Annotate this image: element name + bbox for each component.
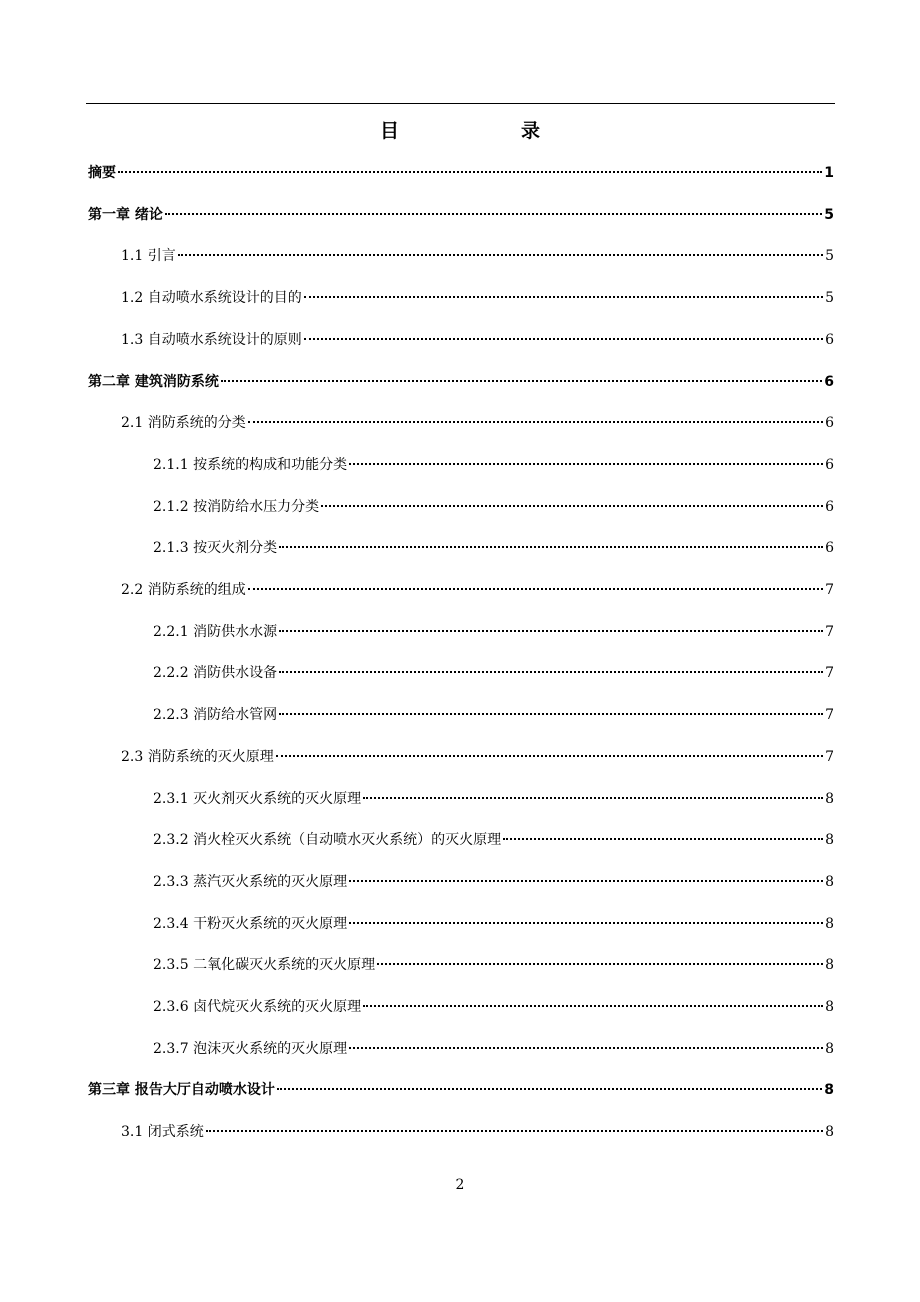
toc-entry-2-3-6[interactable] (153, 994, 834, 1020)
toc-entry-label: 第二章 建筑消防系统 (88, 373, 219, 390)
toc-entry-3-1[interactable] (121, 1119, 834, 1145)
toc-entry-page: 6 (825, 456, 834, 473)
dot-leader (304, 338, 823, 340)
toc-entry-label: 1.2 自动喷水系统设计的目的 (121, 290, 302, 307)
toc-entry-page: 1 (824, 165, 834, 181)
dot-leader (279, 546, 823, 548)
toc-entry-label: 第三章 报告大厅自动喷水设计 (88, 1082, 275, 1099)
toc-entry-2-3[interactable] (121, 744, 834, 770)
dot-leader (248, 588, 823, 590)
dot-leader (118, 171, 822, 173)
dot-leader (349, 463, 823, 465)
toc-entry-page: 6 (825, 540, 834, 557)
dot-leader (279, 671, 823, 673)
toc-entry-label: 3.1 闭式系统 (121, 1124, 204, 1141)
toc-entry-2-1-1[interactable] (153, 452, 834, 478)
dot-leader (363, 797, 823, 799)
toc-entry-2-2-2[interactable] (153, 660, 834, 686)
toc-entry-label: 2.3.7 泡沫灭火系统的灭火原理 (153, 1040, 348, 1057)
toc-entry-page: 5 (825, 290, 834, 307)
toc-title: 目 录 (379, 120, 568, 142)
toc-entry-page: 8 (824, 1082, 834, 1099)
header-rule (86, 103, 835, 104)
toc-entry-label: 2.3.5 二氧化碳灭火系统的灭火原理 (153, 957, 376, 974)
toc-entry-page: 7 (825, 623, 834, 640)
dot-leader (277, 1088, 822, 1090)
toc-entry-label: 2.1.2 按消防给水压力分类 (153, 498, 320, 515)
toc-entry-2-3-4[interactable] (153, 911, 834, 937)
toc-entry-page: 8 (825, 790, 834, 807)
toc-entry-chapter-2[interactable] (88, 369, 834, 395)
toc-entry-abstract[interactable] (88, 160, 834, 186)
toc-entry-page: 5 (824, 206, 834, 223)
toc-entry-page: 6 (825, 415, 834, 432)
toc-entry-page: 8 (825, 999, 834, 1015)
toc-entry-1-1[interactable] (121, 243, 834, 269)
toc-entry-label: 2.3.4 干粉灭火系统的灭火原理 (153, 915, 348, 932)
toc-entry-label: 2.3.3 蒸汽灭火系统的灭火原理 (153, 873, 348, 890)
dot-leader (279, 713, 823, 715)
dot-leader (503, 838, 823, 840)
toc-entry-2-1-2[interactable] (153, 494, 834, 520)
toc-entry-2-3-1[interactable] (153, 786, 834, 812)
toc-entry-page: 8 (825, 957, 834, 974)
dot-leader (221, 380, 822, 382)
toc-entry-2-3-2[interactable] (153, 827, 834, 853)
toc-entry-page: 8 (825, 1124, 834, 1141)
toc-entry-chapter-3[interactable] (88, 1077, 834, 1103)
toc-entry-2-1[interactable] (121, 410, 834, 436)
dot-leader (349, 922, 823, 924)
toc-entry-page: 8 (825, 873, 834, 890)
toc-entry-label: 2.3.2 消火栓灭火系统（自动喷水灭火系统）的灭火原理 (153, 832, 502, 849)
toc-entry-label: 摘要 (88, 165, 116, 181)
dot-leader (206, 1130, 823, 1132)
toc-entry-label: 2.2.2 消防供水设备 (153, 665, 278, 682)
toc-entry-page: 6 (825, 331, 834, 348)
toc-entry-label: 2.1.1 按系统的构成和功能分类 (153, 456, 348, 473)
dot-leader (248, 421, 823, 423)
toc-entry-label: 2.2.1 消防供水水源 (153, 623, 278, 640)
toc-entry-label: 2.3 消防系统的灭火原理 (121, 748, 274, 765)
dot-leader (349, 1047, 823, 1049)
toc-entry-page: 5 (825, 248, 834, 265)
toc-entry-2-2-1[interactable] (153, 619, 834, 645)
dot-leader (276, 755, 823, 757)
dot-leader (377, 963, 823, 965)
toc-entry-chapter-1[interactable] (88, 202, 834, 228)
toc-entry-page: 7 (825, 582, 834, 598)
toc-entry-label: 2.1.3 按灭火剂分类 (153, 540, 278, 557)
toc-entry-1-3[interactable] (121, 327, 834, 353)
toc-entry-label: 2.2.3 消防给水管网 (153, 707, 278, 724)
toc-entry-1-2[interactable] (121, 285, 834, 311)
dot-leader (304, 296, 823, 298)
dot-leader (165, 213, 822, 215)
toc-entry-page: 7 (825, 665, 834, 682)
dot-leader (349, 880, 823, 882)
toc-entry-2-2-3[interactable] (153, 702, 834, 728)
toc-entry-page: 6 (825, 498, 834, 515)
toc-entry-label: 第一章 绪论 (88, 206, 163, 223)
toc-entry-2-3-3[interactable] (153, 869, 834, 895)
toc-entry-page: 8 (825, 915, 834, 932)
toc-entry-2-3-7[interactable] (153, 1036, 834, 1062)
toc-entry-label: 2.1 消防系统的分类 (121, 415, 246, 432)
toc-entry-page: 8 (825, 832, 834, 849)
dot-leader (321, 505, 823, 507)
dot-leader (363, 1005, 823, 1007)
toc-entry-label: 2.3.6 卤代烷灭火系统的灭火原理 (153, 999, 362, 1015)
toc-entry-page: 7 (825, 707, 834, 724)
toc-entry-2-2[interactable] (121, 577, 834, 603)
dot-leader (178, 254, 823, 256)
toc-entry-2-1-3[interactable] (153, 535, 834, 561)
toc-entry-label: 2.2 消防系统的组成 (121, 582, 246, 598)
toc-entry-page: 8 (825, 1040, 834, 1057)
page-number: 2 (455, 1177, 465, 1193)
toc-entry-label: 1.1 引言 (121, 248, 176, 265)
toc-entry-label: 2.3.1 灭火剂灭火系统的灭火原理 (153, 790, 362, 807)
toc-entry-2-3-5[interactable] (153, 952, 834, 978)
toc-entry-page: 6 (824, 373, 834, 390)
toc-entry-label: 1.3 自动喷水系统设计的原则 (121, 331, 302, 348)
toc-entry-page: 7 (825, 748, 834, 765)
dot-leader (279, 630, 823, 632)
